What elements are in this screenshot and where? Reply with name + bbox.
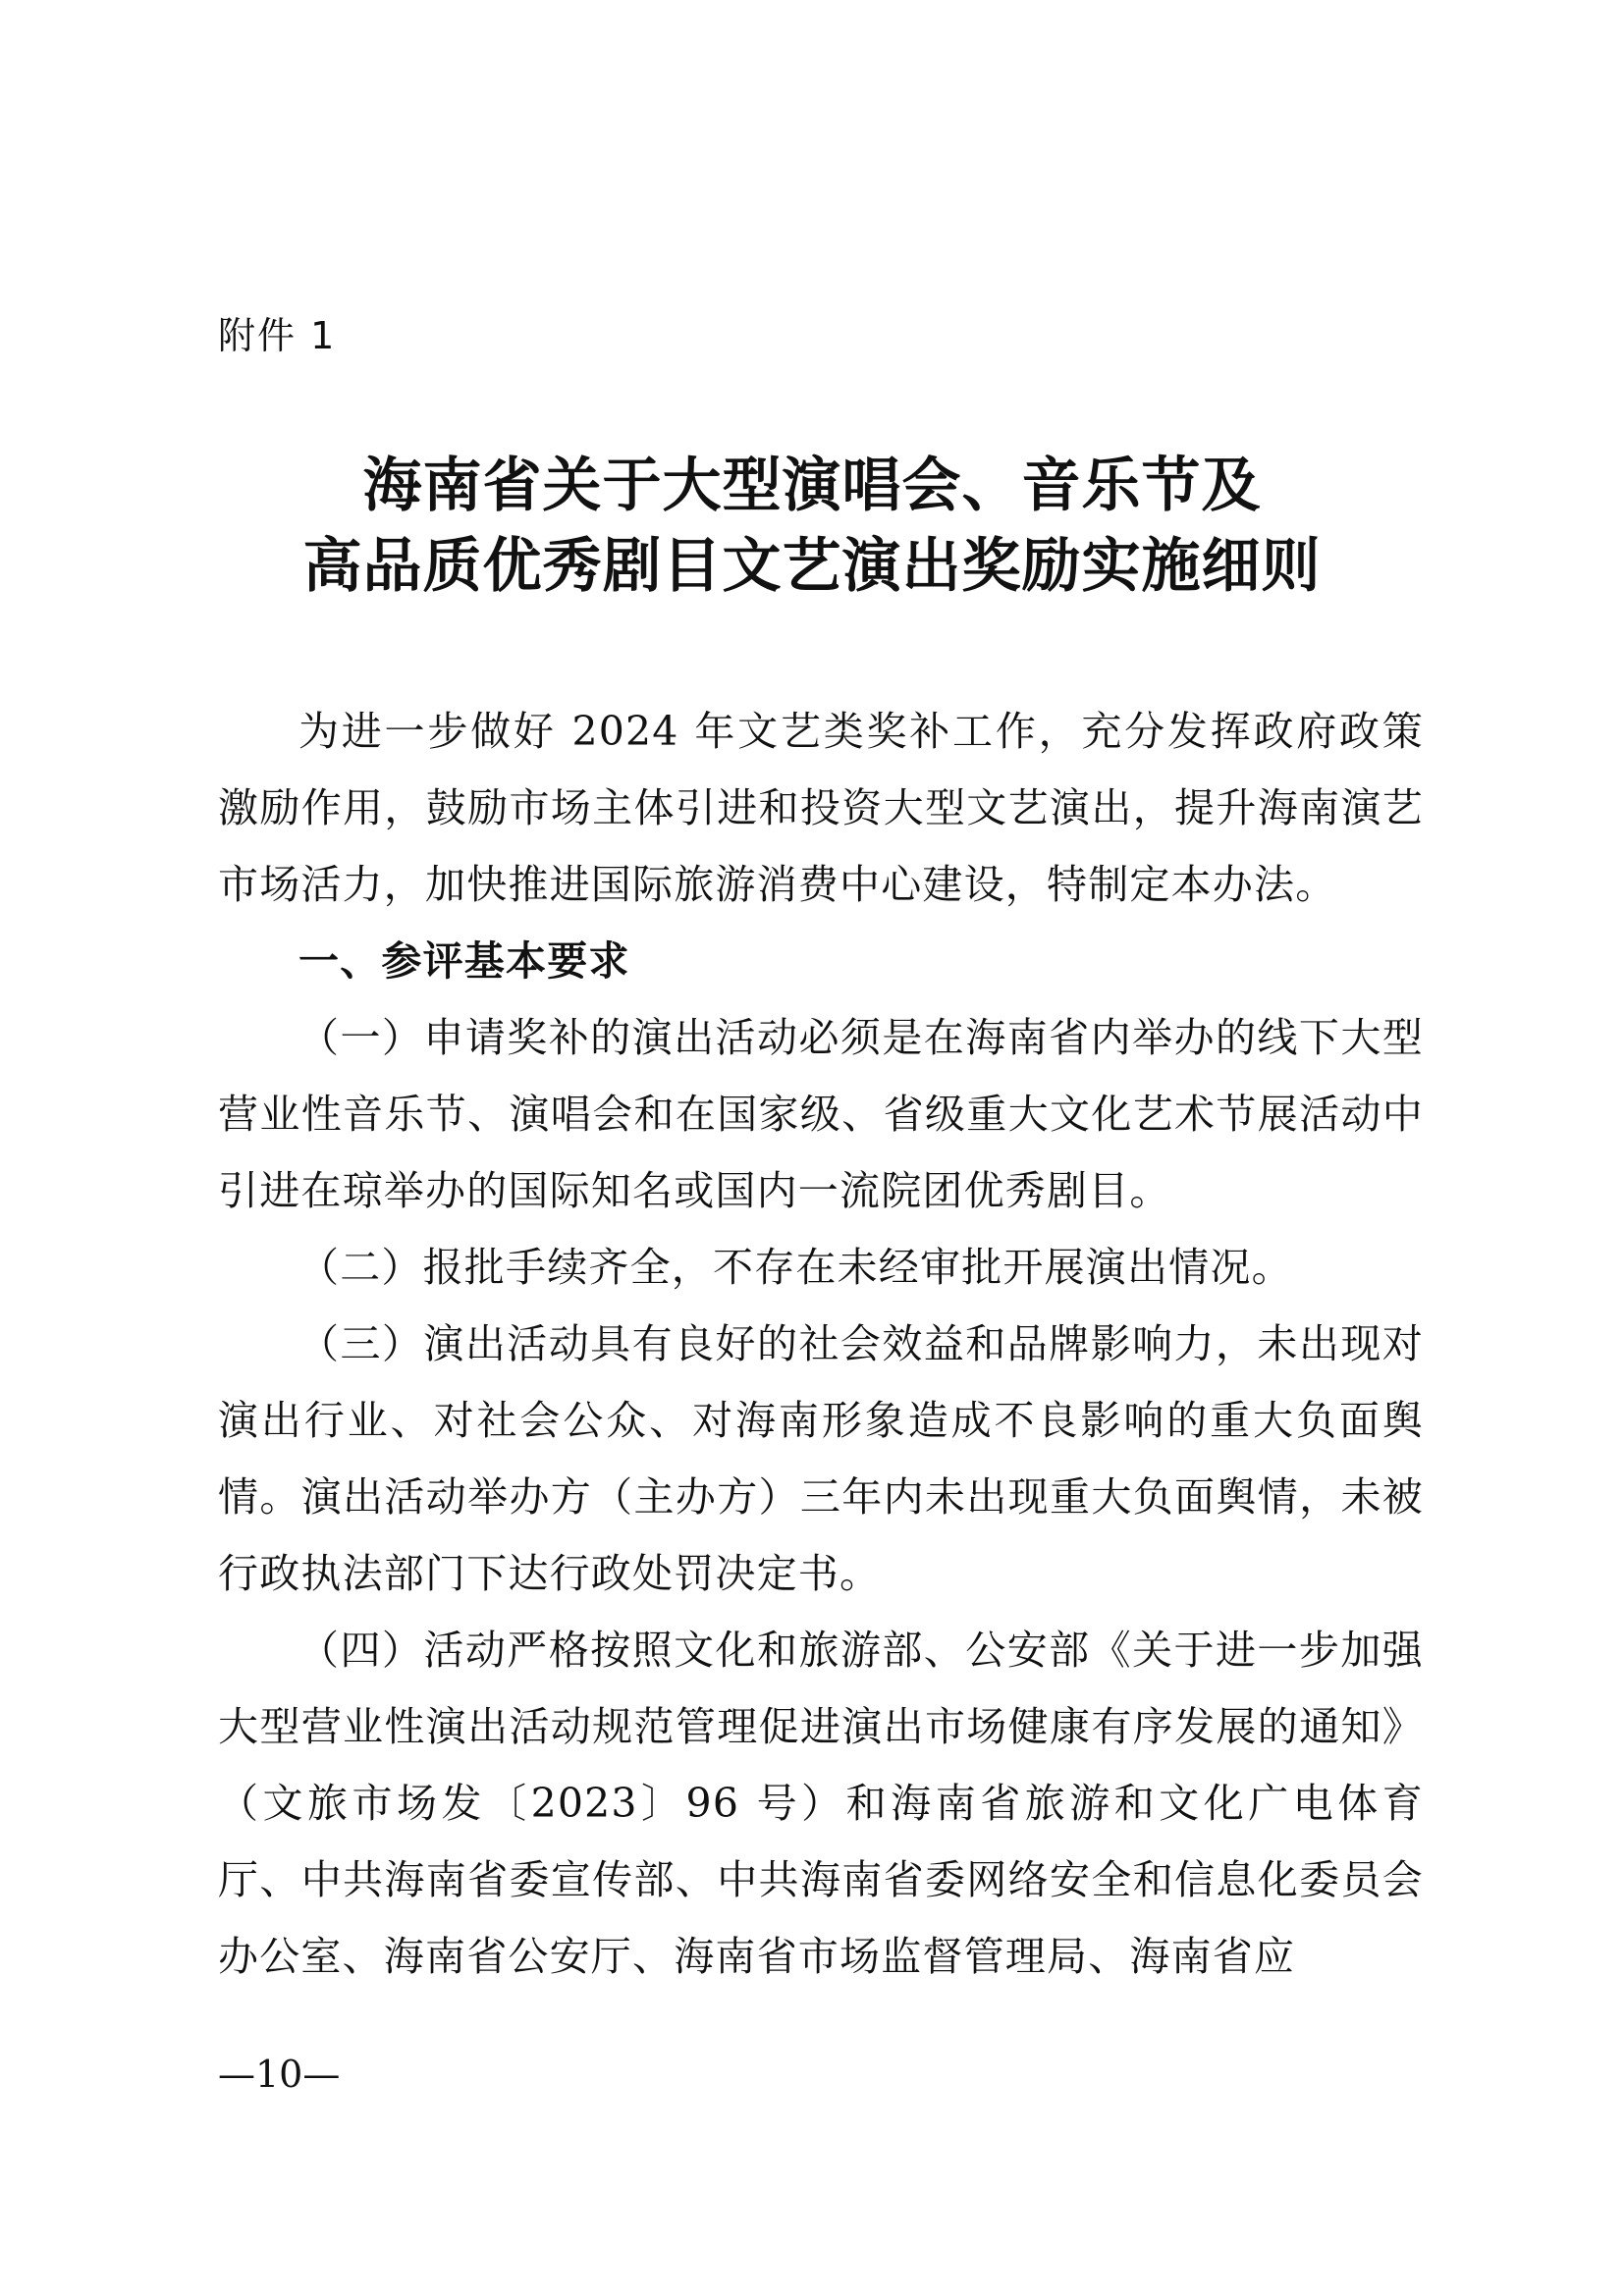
section-heading: 一、参评基本要求 xyxy=(298,937,630,985)
page-number: —10— xyxy=(218,2053,341,2096)
intro-paragraph: 为进一步做好 2024 年文艺类奖补工作，充分发挥政府政策激励作用，鼓励市场主体引进和投资大型文艺演出，提升海南演艺市场活力，加快推进国际旅游消费中心建设，特制定本办法。 xyxy=(218,708,1424,908)
document-title-line-2: 高品质优秀剧目文艺演出奖励实施细则 xyxy=(302,532,1322,601)
document-title-line-1: 海南省关于大型演唱会、音乐节及 xyxy=(362,452,1262,520)
requirement-paragraph-2: （二）报批手续齐全，不存在未经审批开展演出情况。 xyxy=(298,1244,1293,1291)
requirement-paragraph-1: （一）申请奖补的演出活动必须是在海南省内举办的线下大型营业性音乐节、演唱会和在国家级、省级重大文化艺术节展活动中引进在琼举办的国际知名或国内一流院团优秀剧目。 xyxy=(218,1014,1424,1214)
requirement-paragraph-4: （四）活动严格按照文化和旅游部、公安部《关于进一步加强大型营业性演出活动规范管理促进演出市场健康有序发展的通知》（文旅市场发〔2023〕96 号）和海南省旅游和文化广电体育厅、中共海南省委宣传部、中共海南省委网络安全和信息化委员会办公室、海南省公安厅、海南省市场监督管理局、海南省应 xyxy=(218,1627,1424,1980)
attachment-label: 附件 1 xyxy=(218,314,337,357)
document-body xyxy=(218,693,1424,1995)
requirement-paragraph-3: （三）演出活动具有良好的社会效益和品牌影响力，未出现对演出行业、对社会公众、对海南形象造成不良影响的重大负面舆情。演出活动举办方（主办方）三年内未出现重大负面舆情，未被行政执法部门下达行政处罚决定书。 xyxy=(218,1320,1424,1597)
